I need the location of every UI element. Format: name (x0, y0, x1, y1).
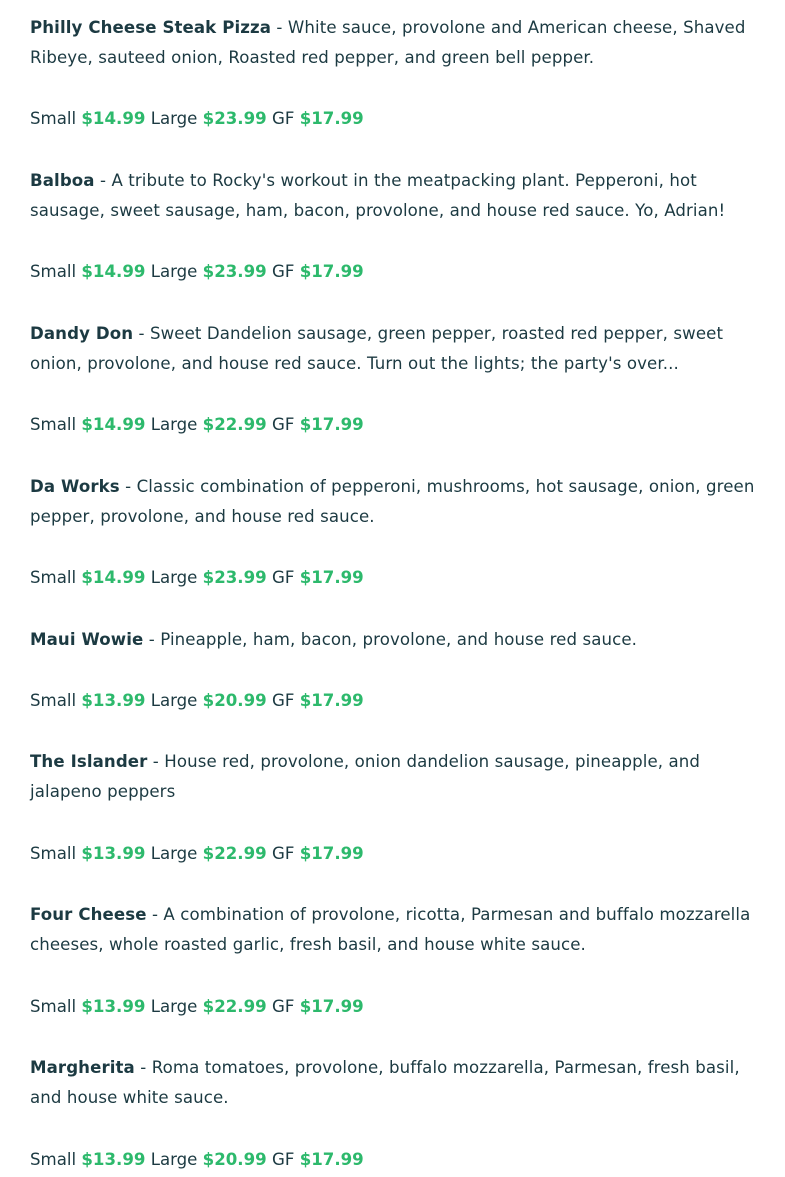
item-separator: - (119, 477, 137, 496)
item-prices (30, 992, 364, 1022)
small-price: $14.99 (81, 262, 146, 281)
item-description-block (30, 747, 760, 807)
small-price: $14.99 (81, 415, 146, 434)
item-prices (30, 1145, 364, 1175)
large-price: $22.99 (202, 844, 267, 863)
item-name: Philly Cheese Steak Pizza (30, 18, 272, 37)
item-separator: - (146, 905, 164, 924)
small-price: $13.99 (81, 1150, 146, 1169)
item-description-block (30, 166, 760, 226)
item-separator: - (271, 18, 288, 37)
item-description-block (30, 625, 760, 655)
small-label: Small (30, 691, 77, 710)
item-prices (30, 410, 364, 440)
small-label: Small (30, 415, 77, 434)
large-label: Large (150, 262, 198, 281)
small-price: $13.99 (81, 691, 146, 710)
item-description: A tribute to Rocky's workout in the meatpacking plant. Pepperoni, hot sausage, sweet sausage, ham, bacon, provolone, and house red sauce. Yo, Adrian! (30, 171, 726, 220)
small-label: Small (30, 997, 77, 1016)
item-description-block (30, 319, 760, 379)
gf-price: $17.99 (299, 568, 364, 587)
item-prices (30, 104, 364, 134)
large-label: Large (150, 844, 198, 863)
menu-item (30, 13, 760, 128)
item-description: Pineapple, ham, bacon, provolone, and house red sauce. (160, 630, 638, 649)
menu-item (30, 319, 760, 434)
item-name: Da Works (30, 477, 120, 496)
menu-item (30, 747, 760, 863)
small-label: Small (30, 1150, 77, 1169)
gf-price: $17.99 (299, 109, 364, 128)
large-label: Large (150, 691, 198, 710)
item-prices (30, 839, 364, 869)
gf-label: GF (272, 109, 295, 128)
item-separator: - (143, 630, 161, 649)
gf-price: $17.99 (299, 997, 364, 1016)
item-description-block (30, 1053, 760, 1113)
gf-label: GF (272, 691, 295, 710)
gf-label: GF (272, 568, 295, 587)
large-price: $20.99 (202, 691, 267, 710)
item-separator: - (147, 752, 165, 771)
item-description: Classic combination of pepperoni, mushrooms, hot sausage, onion, green pepper, provolone, and house red sauce. (30, 477, 755, 526)
gf-price: $17.99 (299, 1150, 364, 1169)
menu-item (30, 625, 760, 710)
menu-item (30, 472, 760, 587)
item-description: House red, provolone, onion dandelion sausage, pineapple, and jalapeno peppers (30, 752, 701, 801)
item-description: Roma tomatoes, provolone, buffalo mozzarella, Parmesan, fresh basil, and house white sauce. (30, 1058, 740, 1107)
small-label: Small (30, 844, 77, 863)
small-price: $13.99 (81, 844, 146, 863)
gf-label: GF (272, 997, 295, 1016)
item-name: Dandy Don (30, 324, 134, 343)
gf-price: $17.99 (299, 262, 364, 281)
large-price: $20.99 (202, 1150, 267, 1169)
item-name: Margherita (30, 1058, 135, 1077)
large-label: Large (150, 415, 198, 434)
small-label: Small (30, 262, 77, 281)
gf-label: GF (272, 415, 295, 434)
gf-label: GF (272, 1150, 295, 1169)
item-name: Balboa (30, 171, 95, 190)
large-label: Large (150, 997, 198, 1016)
gf-price: $17.99 (299, 844, 364, 863)
item-description: Sweet Dandelion sausage, green pepper, roasted red pepper, sweet onion, provolone, and house red sauce. Turn out the lights; the party's over... (30, 324, 724, 373)
item-description-block (30, 13, 760, 73)
item-name: The Islander (30, 752, 148, 771)
item-description-block (30, 900, 760, 960)
large-price: $23.99 (202, 568, 267, 587)
gf-label: GF (272, 844, 295, 863)
item-name: Maui Wowie (30, 630, 144, 649)
gf-price: $17.99 (299, 415, 364, 434)
small-label: Small (30, 109, 77, 128)
menu-item (30, 1053, 760, 1169)
large-price: $22.99 (202, 997, 267, 1016)
large-price: $23.99 (202, 262, 267, 281)
large-price: $22.99 (202, 415, 267, 434)
gf-label: GF (272, 262, 295, 281)
menu-item (30, 900, 760, 1016)
item-description-block (30, 472, 760, 532)
item-separator: - (134, 1058, 152, 1077)
large-label: Large (150, 1150, 198, 1169)
small-price: $14.99 (81, 568, 146, 587)
item-prices (30, 563, 364, 593)
large-price: $23.99 (202, 109, 267, 128)
menu-item (30, 166, 760, 281)
item-description: A combination of provolone, ricotta, Parmesan and buffalo mozzarella cheeses, whole roasted garlic, fresh basil, and house white sauce. (30, 905, 751, 954)
item-separator: - (133, 324, 150, 343)
gf-price: $17.99 (299, 691, 364, 710)
item-prices (30, 686, 364, 716)
small-price: $14.99 (81, 109, 146, 128)
item-description: White sauce, provolone and American cheese, Shaved Ribeye, sauteed onion, Roasted red pepper, and green bell pepper. (30, 18, 746, 67)
small-price: $13.99 (81, 997, 146, 1016)
large-label: Large (150, 109, 198, 128)
item-prices (30, 257, 364, 287)
small-label: Small (30, 568, 77, 587)
item-name: Four Cheese (30, 905, 147, 924)
item-separator: - (94, 171, 112, 190)
large-label: Large (150, 568, 198, 587)
